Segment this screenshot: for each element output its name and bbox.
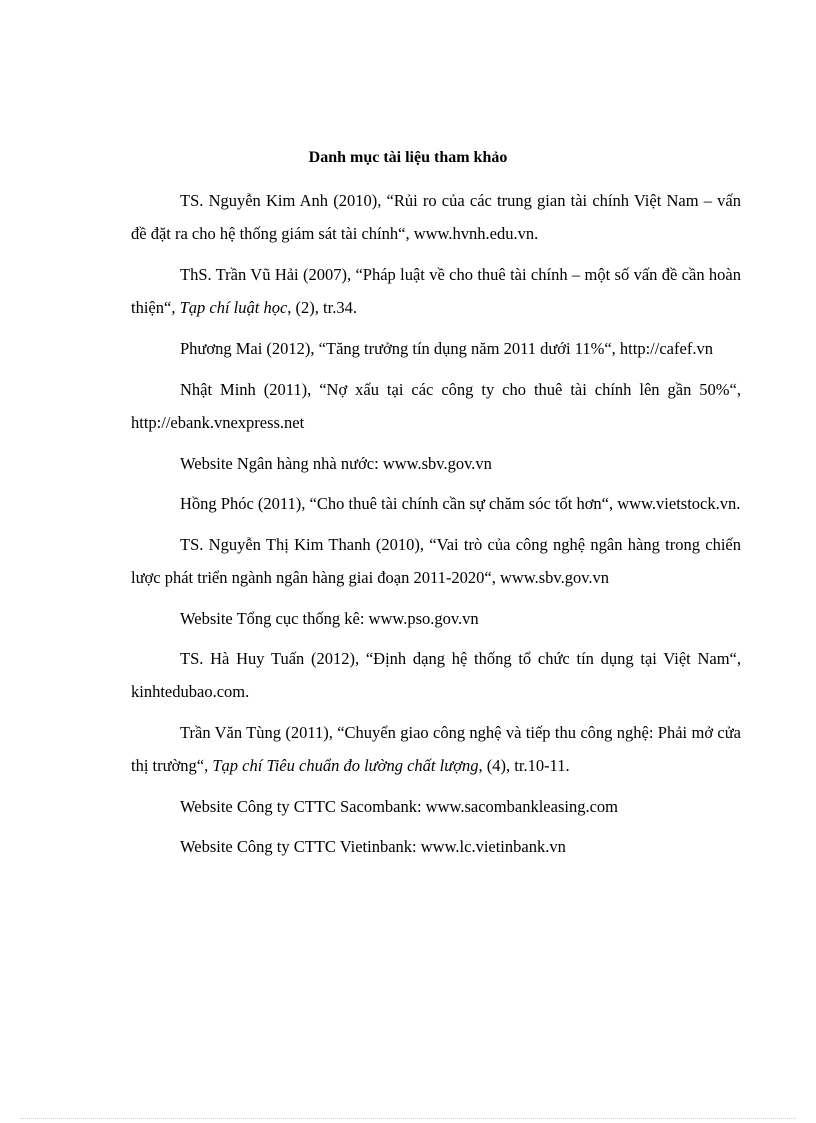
- reference-item: [131, 716, 741, 782]
- reference-text: TS. Nguyễn Kim Anh (2010), “Rủi ro của các trung gian tài chính Việt Nam – vấn đề đặt ra cho hệ thống giám sát tài chính“, www.hvnh.edu.vn.: [131, 191, 741, 243]
- reference-journal: Tạp chí luật học: [179, 298, 288, 317]
- reference-item: [131, 602, 741, 635]
- reference-item: [131, 528, 741, 594]
- reference-item: [131, 487, 741, 520]
- reference-details: , (2), tr.34.: [287, 298, 357, 317]
- reference-text: Website Công ty CTTC Vietinbank: www.lc.vietinbank.vn: [180, 837, 566, 856]
- reference-text: Website Ngân hàng nhà nước: www.sbv.gov.vn: [180, 454, 492, 473]
- reference-item: [131, 447, 741, 480]
- reference-journal: Tạp chí Tiêu chuẩn đo lường chất lượng: [212, 756, 479, 775]
- page-bottom-border: [20, 1118, 796, 1119]
- reference-item: [131, 332, 741, 365]
- reference-text: Trần Văn Tùng (2011), “Chuyển giao công nghệ và tiếp thu công nghệ: Phải mở cửa thị trường“,: [131, 723, 741, 775]
- reference-text: TS. Hà Huy Tuấn (2012), “Định dạng hệ thống tổ chức tín dụng tại Việt Nam“, kinhtedubao.com.: [131, 649, 741, 701]
- reference-text: Website Công ty CTTC Sacombank: www.sacombankleasing.com: [180, 797, 618, 816]
- reference-details: , (4), tr.10-11.: [478, 756, 570, 775]
- reference-text: Phương Mai (2012), “Tăng trưởng tín dụng năm 2011 dưới 11%“, http://cafef.vn: [180, 339, 713, 358]
- reference-item: [131, 184, 741, 250]
- reference-text: Hồng Phóc (2011), “Cho thuê tài chính cần sự chăm sóc tốt hơn“, www.vietstock.vn.: [180, 494, 741, 513]
- reference-item: [131, 642, 741, 708]
- reference-item: [131, 790, 741, 823]
- reference-text: TS. Nguyễn Thị Kim Thanh (2010), “Vai trò của công nghệ ngân hàng trong chiến lược phát triển ngành ngân hàng giai đoạn 2011-2020“, www.sbv.gov.vn: [131, 535, 741, 587]
- reference-item: [131, 258, 741, 324]
- reference-text: ThS. Trần Vũ Hải (2007), “Pháp luật về cho thuê tài chính – một số vấn đề cần hoàn thiện“,: [131, 265, 741, 317]
- reference-text: Nhật Minh (2011), “Nợ xấu tại các công ty cho thuê tài chính lên gần 50%“, http://ebank.vnexpress.net: [131, 380, 741, 432]
- page-title: Danh mục tài liệu tham khảo: [308, 149, 508, 166]
- reference-text: Website Tổng cục thống kê: www.pso.gov.vn: [180, 609, 479, 628]
- reference-item: [131, 830, 741, 863]
- reference-item: [131, 373, 741, 439]
- reference-list: [131, 184, 741, 870]
